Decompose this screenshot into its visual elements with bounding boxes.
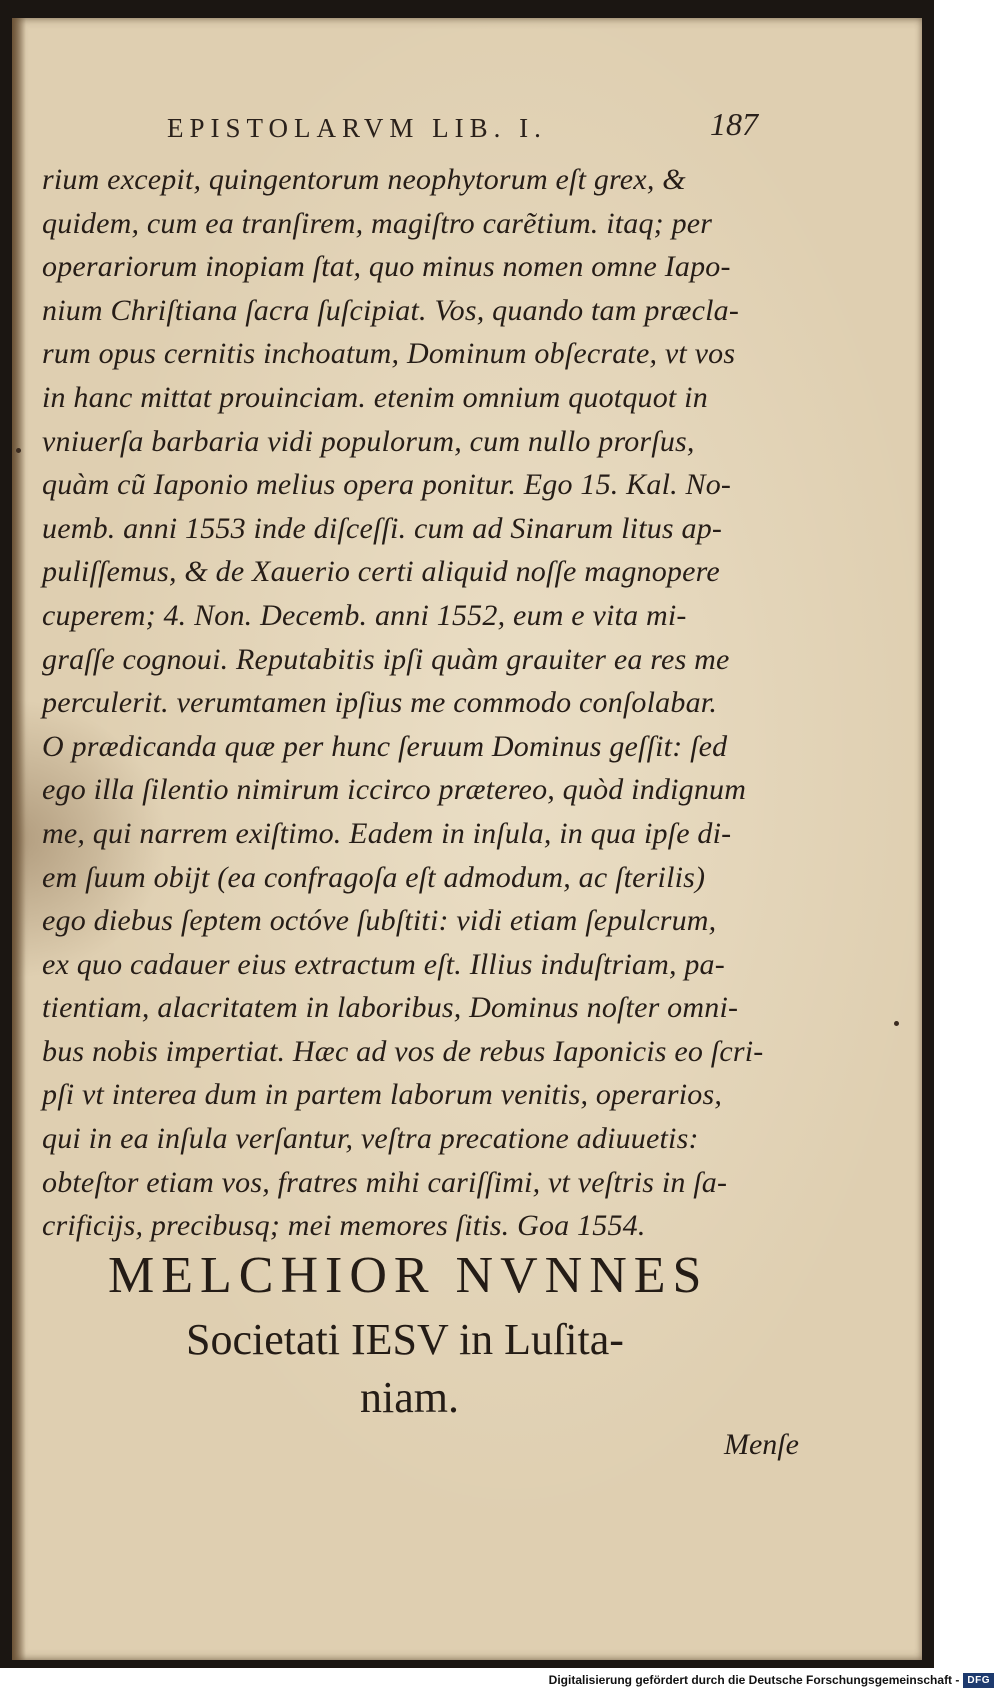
text-line: ego diebus ſeptem octóve ſubſtiti: vidi etiam ſepulcrum, [42,904,717,938]
text-line: nium Chriſtiana ſacra ſuſcipiat. Vos, quando tam præcla- [42,293,740,327]
text-line: graſſe cognoui. Reputabitis ipſi quàm grauiter ea res me [42,642,730,676]
dfg-logo-icon: DFG [963,1673,994,1688]
digitization-credit [549,1670,994,1690]
text-line: puliſſemus, & de Xauerio certi aliquid noſſe magnopere [42,555,720,589]
text-line: me, qui narrem exiſtimo. Eadem in inſula, in qua ipſe di- [42,816,732,850]
text-line: em ſuum obijt (ea confragoſa eſt admodum, ac ſterilis) [42,860,706,894]
letter-heading-line3: niam. [360,1373,459,1422]
book-page [12,18,922,1660]
text-line: crificijs, precibusq; mei memores ſitis. Goa 1554. [42,1209,646,1243]
text-line: ego illa ſilentio nimirum iccirco prætereo, quòd indignum [42,773,747,807]
text-line: bus nobis impertiat. Hæc ad vos de rebus Iaponicis eo ſcri- [42,1034,764,1068]
text-line: O prædicanda quæ per hunc ſeruum Dominus geſſit: ſed [42,729,728,763]
text-line: perculerit. verumtamen ipſius me commodo conſolabar. [42,686,718,720]
text-line: operariorum inopiam ſtat, quo minus nomen omne Iapo- [42,250,731,284]
text-line: uemb. anni 1553 inde diſceſſi. cum ad Sinarum litus ap- [42,511,723,545]
text-line: vniuerſa barbaria vidi populorum, cum nullo prorſus, [42,424,695,458]
margin-speck [16,448,21,453]
letter-heading-line2: Societati IESV in Luſita- [186,1315,624,1364]
credit-text: Digitalisierung gefördert durch die Deutsche Forschungsgemeinschaft - [548,1673,960,1687]
text-line: qui in ea inſula verſantur, veſtra precatione adiuuetis: [42,1122,699,1156]
text-line: in hanc mittat prouinciam. etenim omnium quotquot in [42,380,708,414]
text-line: ex quo cadauer eius extractum eſt. Illius induſtriam, pa- [42,947,725,981]
text-line: quidem, cum ea tranſirem, magiſtro carẽtium. itaq; per [42,206,713,240]
catchword: Menſe [724,1428,799,1461]
text-line: tientiam, alacritatem in laboribus, Dominus noſter omni- [42,991,739,1025]
text-line: rum opus cernitis inchoatum, Dominum obſecrate, vt vos [42,337,736,371]
running-head: EPISTOLARVM LIB. I. [167,113,547,143]
text-line: quàm cũ Iaponio melius opera ponitur. Ego 15. Kal. No- [42,468,732,502]
text-line: rium excepit, quingentorum neophytorum eſt grex, & [42,163,686,196]
text-line: obteſtor etiam vos, fratres mihi cariſſimi, vt veſtris in ſa- [42,1165,728,1199]
page-number: 187 [710,106,758,142]
body-text [42,158,812,1248]
text-line: cuperem; 4. Non. Decemb. anni 1552, eum e vita mi- [42,598,687,632]
margin-speck [894,1021,899,1026]
text-line: pſi vt interea dum in partem laborum venitis, operarios, [42,1078,723,1112]
page-gutter-shadow [12,18,26,1660]
letter-heading-author: MELCHIOR NVNNES [108,1247,709,1304]
